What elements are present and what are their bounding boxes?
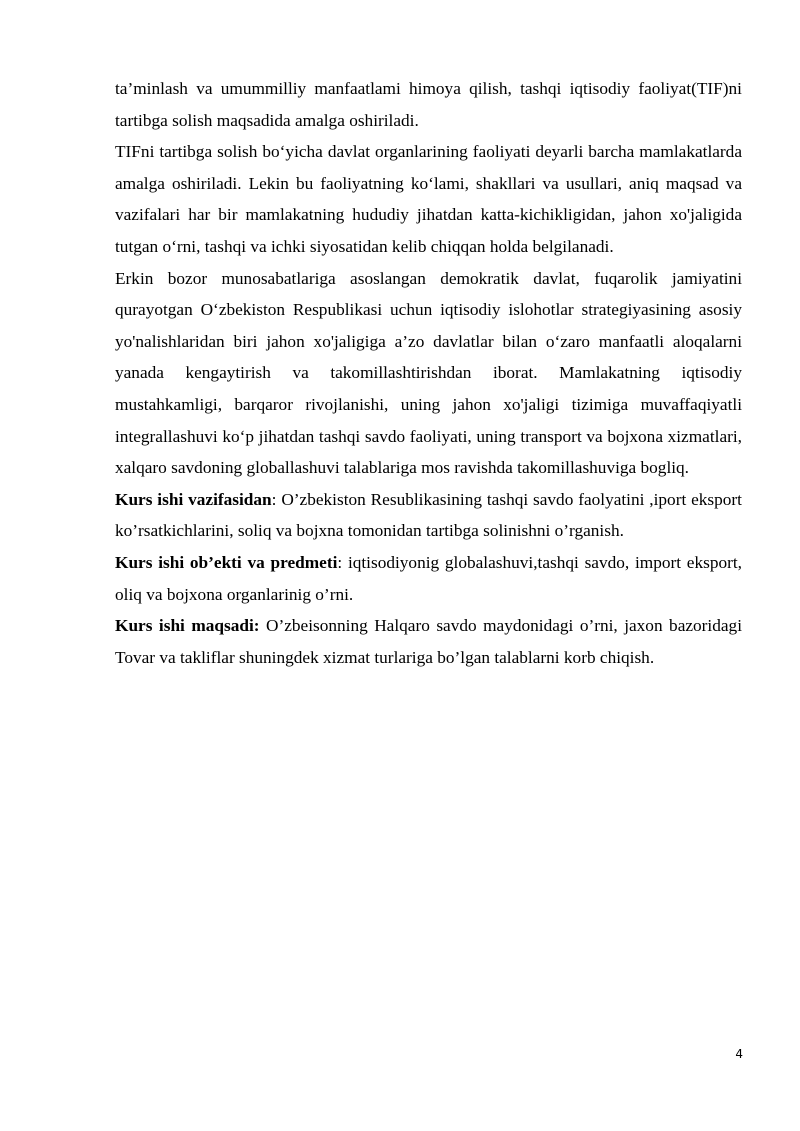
paragraph-3 [115,263,742,484]
paragraph-1-text: ta’minlash va umummilliy manfaatlami himoya qilish, tashqi iqtisodiy faoliyat(TIF)ni tartibga solish maqsadida amalga oshiriladi. [115,79,742,130]
document-page [115,73,742,673]
page-number: 4 [735,1047,743,1061]
paragraph-3-text: Erkin bozor munosabatlariga asoslangan demokratik davlat, fuqarolik jamiyatini qurayotgan O‘zbekiston Respublikasi uchun iqtisodiy islohotlar strategiyasining asosiy yo'nalishlaridan biri jahon xo'jaligiga a’zo davlatlar bilan o‘zaro manfaatli aloqalarni yanada kengaytirish va takomillashtirishdan iborat. Mamlakatning iqtisodiy mustahkamligi, barqaror rivojlanishi, uning jahon xo'jaligi tizimiga muvaffaqiyatli integrallashuvi ko‘p jihatdan tashqi savdo faoliyati, uning transport va bojxona xizmatlari, xalqaro savdoning globallashuvi talablariga mos ravishda takomillashuviga bogliq. [115,268,742,478]
paragraph-object [115,547,742,610]
tasks-heading: Kurs ishi vazifasidan [115,489,272,509]
paragraph-1 [115,73,742,136]
paragraph-goal [115,610,742,673]
object-text: : iqtisodiyonig globalashuvi,tashqi savdo, import eksport, oliq va bojxona organlarinig o’rni. [115,552,742,604]
paragraph-2 [115,136,742,262]
goal-text: O’zbeisonning Halqaro savdo maydonidagi o’rni, jaxon bazoridagi Tovar va takliflar shuningdek xizmat turlariga bo’lgan talablarni korb chiqish. [115,616,742,667]
paragraph-2-text: TIFni tartibga solish bo‘yicha davlat organlarining faoliyati deyarli barcha mamlakatlarda amalga oshiriladi. Lekin bu faoliyatning ko‘lami, shakllari va usullari, aniq maqsad va vazifalari har bir mamlakatning hududiy jihatdan katta-kichikligidan, jahon xo'jaligida tutgan o‘rni, tashqi va ichki siyosatidan kelib chiqqan holda belgilanadi. [115,142,742,256]
tasks-text: : O’zbekiston Resublikasining tashqi savdo faolyatini ,iport eksport ko’rsatkichlarini, soliq va bojxna tomonidan tartibga solinishni o’rganish. [115,489,742,541]
object-heading: Kurs ishi ob’ekti va predmeti [115,552,338,572]
goal-heading: Kurs ishi maqsadi: [115,616,260,636]
paragraph-tasks [115,484,742,547]
